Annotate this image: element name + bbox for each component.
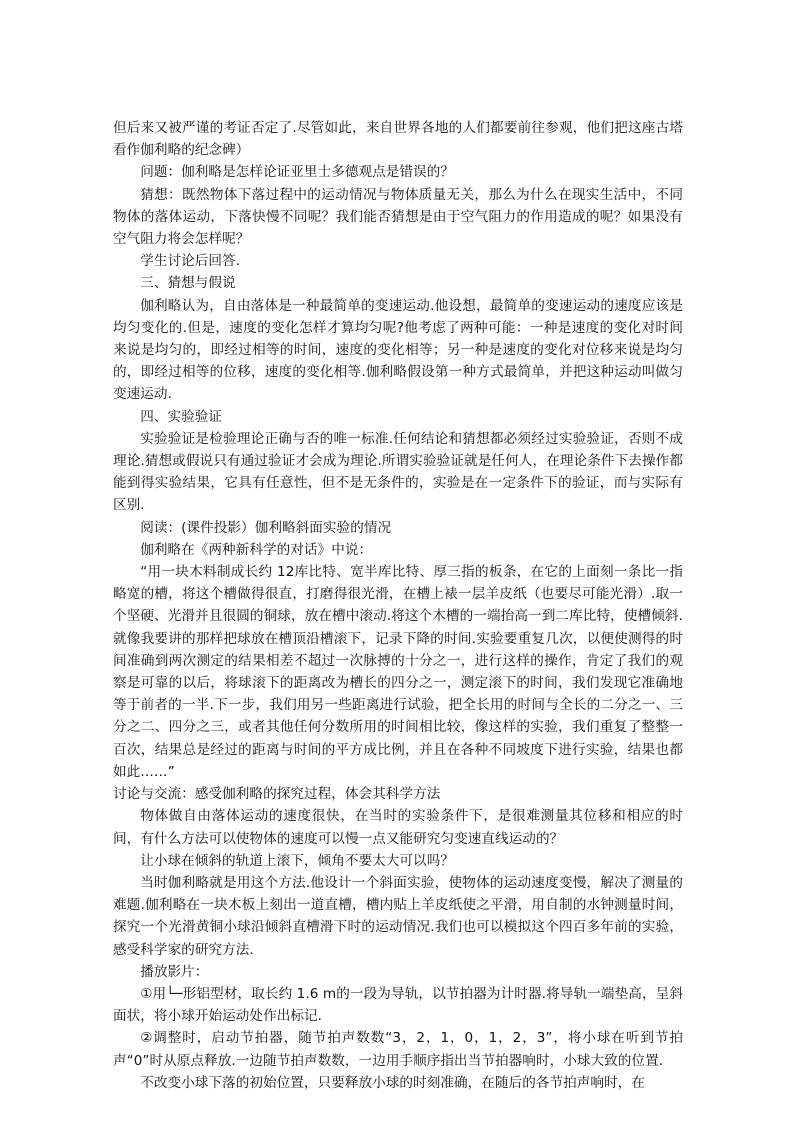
paragraph-inclined-track: 让小球在倾斜的轨道上滚下，倾角不要太大可以吗？ xyxy=(140,852,454,869)
paragraph-tower-memorial: 但后来又被严谨的考证否定了.尽管如此，来自世界各地的人们都要前往参观，他们把这座古塔看作伽利略的纪念碑） xyxy=(113,120,683,159)
paragraph-play-video: 播放影片： xyxy=(140,963,209,980)
paragraph-step-three: 不改变小球下落的初始位置，只要释放小球的时刻准确，在随后的各节拍声响时，在 xyxy=(140,1074,646,1091)
paragraph-two-sciences-intro: 伽利略在《两种新科学的对话》中说： xyxy=(140,541,373,558)
paragraph-conjecture: 猜想：既然物体下落过程中的运动情况与物体质量无关，那么为什么在现实生活中，不同物体的落体运动，下落快慢不同呢？我们能否猜想是由于空气阻力的作用造成的呢？如果没有空气阻力将会怎样呢？ xyxy=(113,186,683,248)
paragraph-student-discussion: 学生讨论后回答. xyxy=(140,253,241,270)
paragraph-galileo-hypothesis: 伽利略认为，自由落体是一种最简单的变速运动.他设想，最简单的变速运动的速度应该是均匀变化的.但是，速度的变化怎样才算均匀呢?他考虑了两种可能：一种是速度的变化对时间来说是均匀的，即经过相等的时间，速度的变化相等；另一种是速度的变化对位移来说是均匀的，即经过相等的位移，速度的变化相等.伽利略假设第一种方式最简单，并把这种运动叫做匀变速运动. xyxy=(113,297,683,403)
paragraph-reading-courseware: 阅读：(课件投影）伽利略斜面实验的情况 xyxy=(140,519,392,536)
document-page xyxy=(113,117,683,1094)
paragraph-question: 问题：伽利略是怎样论证亚里士多德观点是错误的？ xyxy=(140,164,454,181)
paragraph-step-one: ①用└─形铝型材，取长约 1.6 m的一段为导轨，以节拍器为计时器.将导轨一端垫高，呈斜面状，将小球开始运动处作出标记. xyxy=(113,985,683,1025)
paragraph-step-two: ②调整时，启动节拍器，随节拍声数数“3，2，1，0，1，2，3”，将小球在听到节拍声“0”时从原点释放.一边随节拍声数数，一边用手顺序指出当节拍器响时，小球大致的位置. xyxy=(113,1030,683,1069)
paragraph-galileo-quote: “用一块木料制成长约 12库比特、宽半库比特、厚三指的板条，在它的上面刻一条比一指略宽的槽，将这个槽做得很直，打磨得很光滑，在槽上裱一层羊皮纸（也要尽可能光滑）.取一个坚硬、光滑并且很圆的铜球，放在槽中滚动.将这个木槽的一端抬高一到二库比特，使槽倾斜.就像我要讲的那样把球放在槽顶沿槽滚下，记录下降的时间.实验要重复几次，以便使测得的时间准确到两次测定的结果相差不超过一次脉搏的十分之一，进行这样的操作，肯定了我们的观察是可靠的以后，将球滚下的距离改为槽长的四分之一，测定滚下的时间，我们发现它准确地等于前者的一半.下一步，我们用另一些距离进行试验，把全长用的时间与全长的二分之一、三分之二、四分之三，或者其他任何分数所用的时间相比较，像这样的实验，我们重复了整整一百次，结果总是经过的距离与时间的平方成比例，并且在各种不同坡度下进行实验，结果也都如此……” xyxy=(113,564,683,780)
paragraph-inclined-plane-experiment: 当时伽利略就是用这个方法.他设计一个斜面实验，使物体的运动速度变慢，解决了测量的难题.伽利略在一块木板上刻出一道直槽，槽内贴上羊皮纸使之平滑，用自制的水钟测量时间，探究一个光滑黄铜小球沿倾斜直槽滑下时的运动情况.我们也可以模拟这个四百多年前的实验，感受科学家的研究方法. xyxy=(113,874,683,958)
paragraph-discussion-exchange: 讨论与交流：感受伽利略的探究过程，体会其科学方法 xyxy=(113,786,441,803)
paragraph-verification-standard: 实验验证是检验理论正确与否的唯一标准.任何结论和猜想都必须经过实验验证，否则不成理论.猜想或假说只有通过验证才会成为理论.所谓实验验证就是任何人，在理论条件下去操作都能到得实验结果，它具有任意性，但不是无条件的，实验是在一定条件下的验证，而与实际有区别. xyxy=(113,430,683,514)
paragraph-free-fall-speed: 物体做自由落体运动的速度很快，在当时的实验条件下，是很难测量其位移和相应的时间，有什么方法可以使物体的速度可以慢一点又能研究匀变速直线运动的？ xyxy=(113,808,683,847)
section-heading-experimental-verification: 四、实验验证 xyxy=(140,408,223,425)
section-heading-conjecture-hypothesis: 三、猜想与假说 xyxy=(140,275,236,292)
